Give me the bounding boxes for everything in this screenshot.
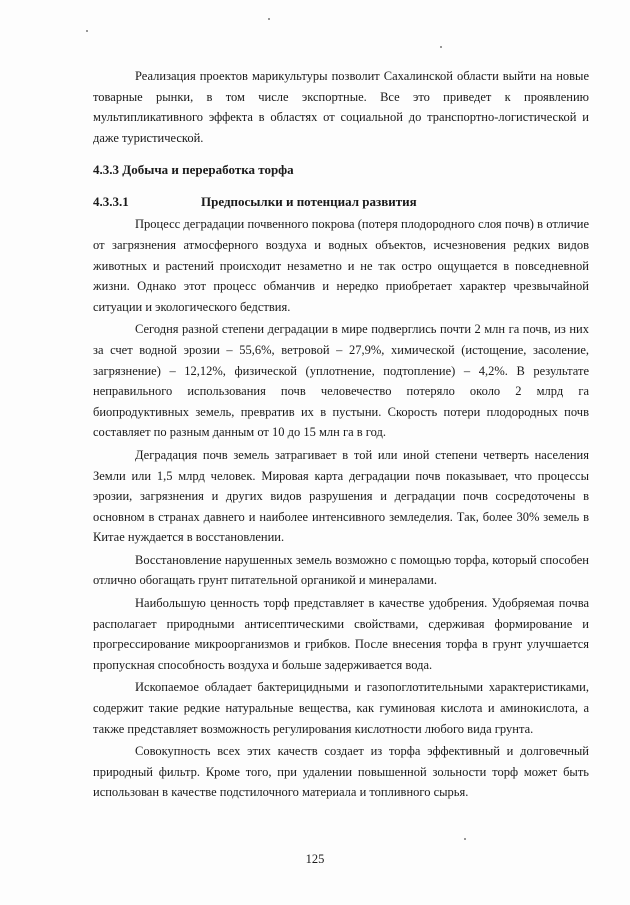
scan-speck	[268, 18, 270, 20]
body-paragraph: Совокупность всех этих качеств создает из торфа эффективный и долговечный природный фильтр. Кроме того, при удалении повышенной зольности торф может быть использован в качестве подстилочного материала и топливного сырья.	[93, 744, 589, 800]
subsection-number: 4.3.3.1	[93, 194, 129, 210]
subsection-title: Предпосылки и потенциал развития	[201, 194, 417, 210]
document-body	[93, 66, 589, 805]
body-paragraph: Процесс деградации почвенного покрова (потеря плодородного слоя почв) в отличие от загрязнения атмосферного воздуха и водных объектов, исчезновения редких видов животных и растений происходит незаметно и не так остро ощущается в повседневной жизни. Однако этот процесс обманчив и нередко приобретает характер чрезвычайной ситуации и экологического бедствия.	[93, 217, 589, 314]
body-paragraph: Ископаемое обладает бактерицидными и газопоглотительными характеристиками, содержит такие редкие натуральные вещества, как гуминовая кислота и аминокислота, а также представляет возможность регулирования кислотности любого вида грунта.	[93, 680, 589, 736]
body-paragraph: Сегодня разной степени деградации в мире подверглись почти 2 млн га почв, из них за счет водной эрозии – 55,6%, ветровой – 27,9%, химической (истощение, засоление, загрязнение) – 12,12%, физической (уплотнение, подтопление) – 4,2%. В результате неправильного использования почв человечество потеряло около 2 млрд га биопродуктивных земель, превратив их в пустыни. Скорость потери плодородных почв составляет по разным данным от 10 до 15 млн га в год.	[93, 322, 589, 440]
scan-speck	[440, 46, 442, 48]
scan-speck	[464, 838, 466, 840]
body-paragraph: Наибольшую ценность торф представляет в качестве удобрения. Удобряемая почва располагает природными антисептическими свойствами, сдерживая формирование и прогрессирование микроорганизмов и грибков. После внесения торфа в грунт улучшается пропускная способность воздуха и больше задерживается вода.	[93, 596, 589, 672]
body-paragraph: Деградация почв земель затрагивает в той или иной степени четверть населения Земли или 1,5 млрд человек. Мировая карта деградации почв показывает, что процессы эрозии, загрязнения и других видов разрушения и деградации почв сосредоточены в основном в странах давнего и наиболее интенсивного земледелия. Так, более 30% земель в Китае нуждается в восстановлении.	[93, 447, 589, 545]
intro-paragraph: Реализация проектов марикультуры позволит Сахалинской области выйти на новые товарные рынки, в том числе экспортные. Все это приведет к проявлению мультипликативного эффекта в областях от социальной до транспортно-логистической и даже туристической.	[93, 69, 589, 145]
page-number: 125	[305, 852, 325, 866]
body-paragraph: Восстановление нарушенных земель возможно с помощью торфа, который способен отлично обогащать грунт питательной органикой и минералами.	[93, 552, 589, 588]
section-heading: 4.3.3 Добыча и переработка торфа	[93, 162, 294, 178]
subsection-heading	[93, 194, 589, 210]
scan-speck	[86, 30, 88, 32]
